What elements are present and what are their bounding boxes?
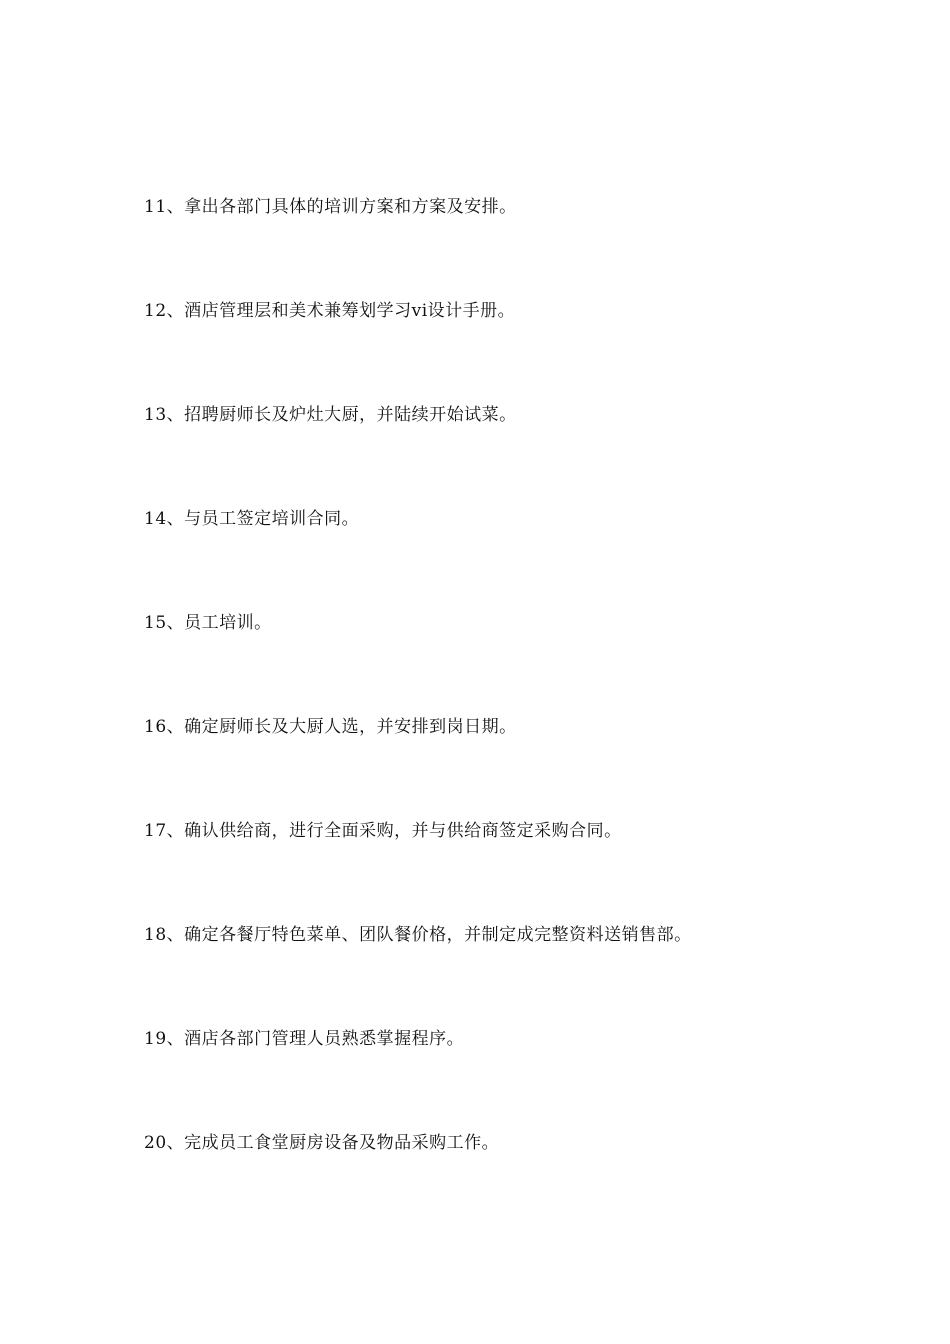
list-item: 13、招聘厨师长及炉灶大厨，并陆续开始试菜。	[144, 405, 517, 425]
list-item: 16、确定厨师长及大厨人选，并安排到岗日期。	[144, 717, 517, 737]
task-list	[144, 193, 904, 1233]
list-item: 15、员工培训。	[144, 613, 272, 633]
list-item: 17、确认供给商，进行全面采购，并与供给商签定采购合同。	[144, 821, 622, 841]
list-item: 11、拿出各部门具体的培训方案和方案及安排。	[144, 197, 517, 217]
list-item: 12、酒店管理层和美术兼筹划学习vi设计手册。	[144, 301, 516, 321]
list-item: 14、与员工签定培训合同。	[144, 509, 360, 529]
list-item: 20、完成员工食堂厨房设备及物品采购工作。	[144, 1133, 500, 1153]
list-item: 19、酒店各部门管理人员熟悉掌握程序。	[144, 1029, 465, 1049]
list-item: 18、确定各餐厅特色菜单、团队餐价格，并制定成完整资料送销售部。	[144, 925, 692, 945]
